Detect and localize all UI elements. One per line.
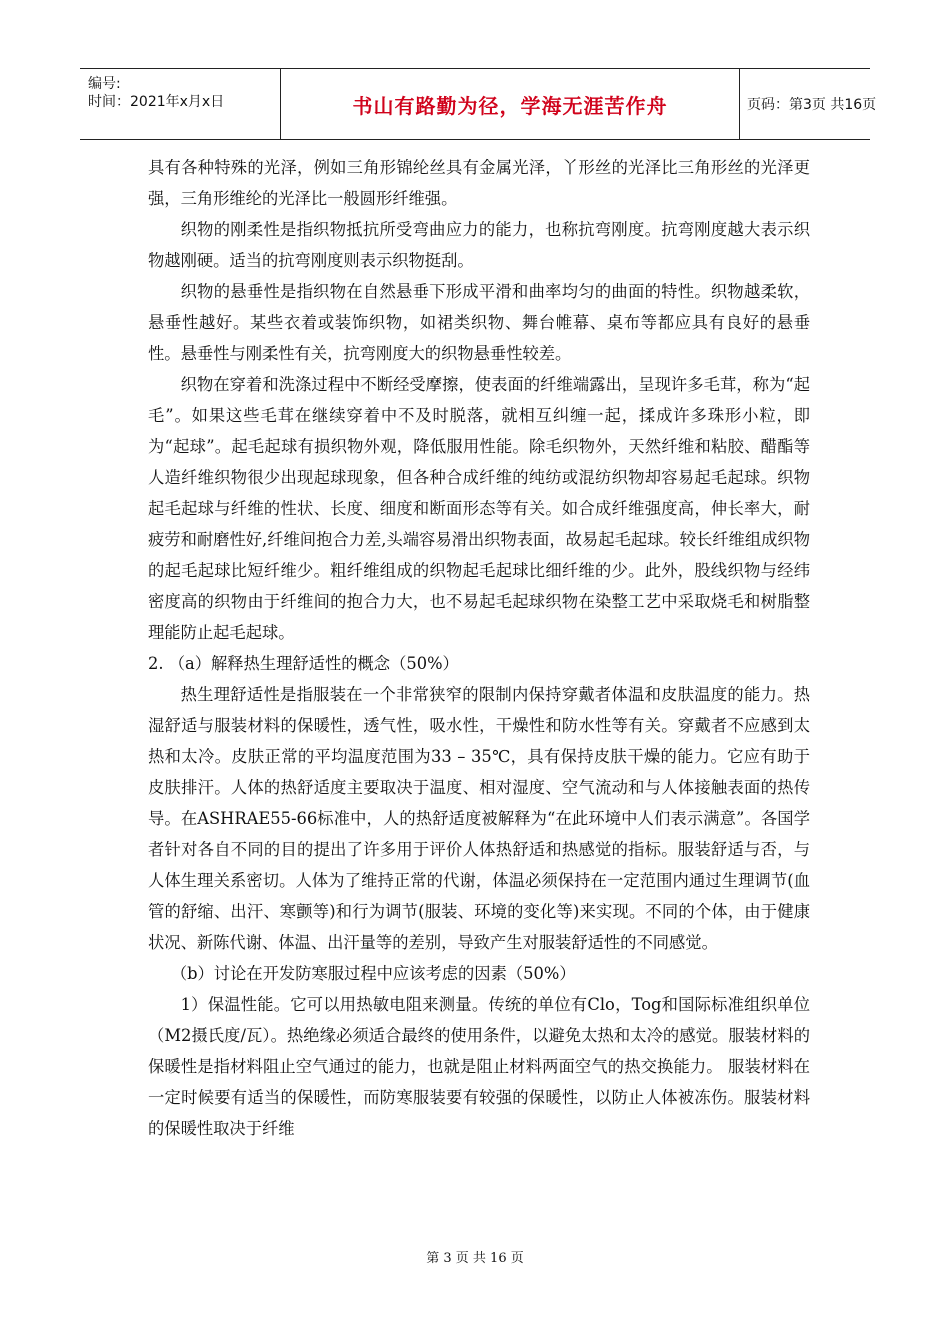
document-body	[148, 152, 810, 1144]
page-header	[80, 68, 877, 140]
paragraph-gloss-continued: 具有各种特殊的光泽，例如三角形锦纶丝具有金属光泽，丫形丝的光泽比三角形丝的光泽更强，三角形维纶的光泽比一般圆形纤维强。	[148, 158, 810, 208]
paragraph-thermal-comfort: 热生理舒适性是指服装在一个非常狭窄的限制内保持穿戴者体温和皮肤温度的能力。热湿舒适与服装材料的保暖性，透气性，吸水性，干燥性和防水性等有关。穿戴者不应感到太热和太冷。皮肤正常的平均温度范围为33 – 35℃，具有保持皮肤干燥的能力。它应有助于皮肤排汗。人体的热舒适度主要取决于温度、相对湿度、空气流动和与人体接触表面的热传导。在ASHRAE55-66标准中，人的热舒适度被解释为“在此环境中人们表示满意”。各国学者针对各自不同的目的提出了许多用于评价人体热舒适和热感觉的指标。服装舒适与否，与人体生理关系密切。人体为了维持正常的代谢，体温必须保持在一定范围内通过生理调节(血管的舒缩、出汗、寒颤等)和行为调节(服装、环境的变化等)来实现。不同的个体，由于健康状况、新陈代谢、体温、出汗量等的差别，导致产生对服装舒适性的不同感觉。	[148, 685, 810, 952]
paragraph-insulation: 1）保温性能。它可以用热敏电阻来测量。传统的单位有Clo，Tog和国际标准组织单位（M2摄氏度/瓦）。热绝缘必须适合最终的使用条件，以避免太热和太冷的感觉。服装材料的保暖性是指材料阻止空气通过的能力，也就是阻止材料两面空气的热交换能力。 服装材料在一定时候要有适当的保暖性，而防寒服装要有较强的保暖性，以防止人体被冻伤。服装材料的保暖性取决于纤维	[148, 995, 810, 1138]
header-meta	[80, 69, 280, 139]
question-heading-2b: （b）讨论在开发防寒服过程中应该考虑的因素（50%）	[170, 964, 576, 983]
paragraph-drape: 织物的悬垂性是指织物在自然悬垂下形成平滑和曲率均匀的曲面的特性。织物越柔软，悬垂性越好。某些衣着或装饰织物，如裙类织物、舞台帷幕、桌布等都应具有良好的悬垂性。悬垂性与刚柔性有关，抗弯刚度大的织物悬垂性较差。	[148, 282, 810, 363]
question-heading-2a: 2. （a）解释热生理舒适性的概念（50%）	[148, 654, 459, 673]
header-motto: 书山有路勤为径，学海无涯苦作舟	[280, 69, 740, 139]
document-number-label: 编号:	[88, 76, 121, 92]
paragraph-stiffness: 织物的刚柔性是指织物抵抗所受弯曲应力的能力，也称抗弯刚度。抗弯刚度越大表示织物越刚硬。适当的抗弯刚度则表示织物挺刮。	[148, 220, 810, 270]
paragraph-pilling: 织物在穿着和洗涤过程中不断经受摩擦，使表面的纤维端露出，呈现许多毛茸，称为“起毛”。如果这些毛茸在继续穿着中不及时脱落，就相互纠缠一起，揉成许多珠形小粒，即为“起球”。起毛起球有损织物外观，降低服用性能。除毛织物外，天然纤维和粘胶、醋酯等人造纤维织物很少出现起球现象，但各种合成纤维的纯纺或混纺织物却容易起毛起球。织物起毛起球与纤维的性状、长度、细度和断面形态等有关。如合成纤维强度高，伸长率大，耐疲劳和耐磨性好,纤维间抱合力差,头端容易滑出织物表面，故易起毛起球。较长纤维组成织物的起毛起球比短纤维少。粗纤维组成的织物起毛起球比细纤维的少。此外，股线织物与经纬密度高的织物由于纤维间的抱合力大，也不易起毛起球织物在染整工艺中采取烧毛和树脂整理能防止起毛起球。	[148, 375, 810, 642]
header-page-info: 页码：第3页 共16页	[747, 97, 877, 113]
document-date-label: 时间：2021年x月x日	[88, 94, 225, 110]
page-footer: 第 3 页 共 16 页	[426, 1251, 524, 1266]
